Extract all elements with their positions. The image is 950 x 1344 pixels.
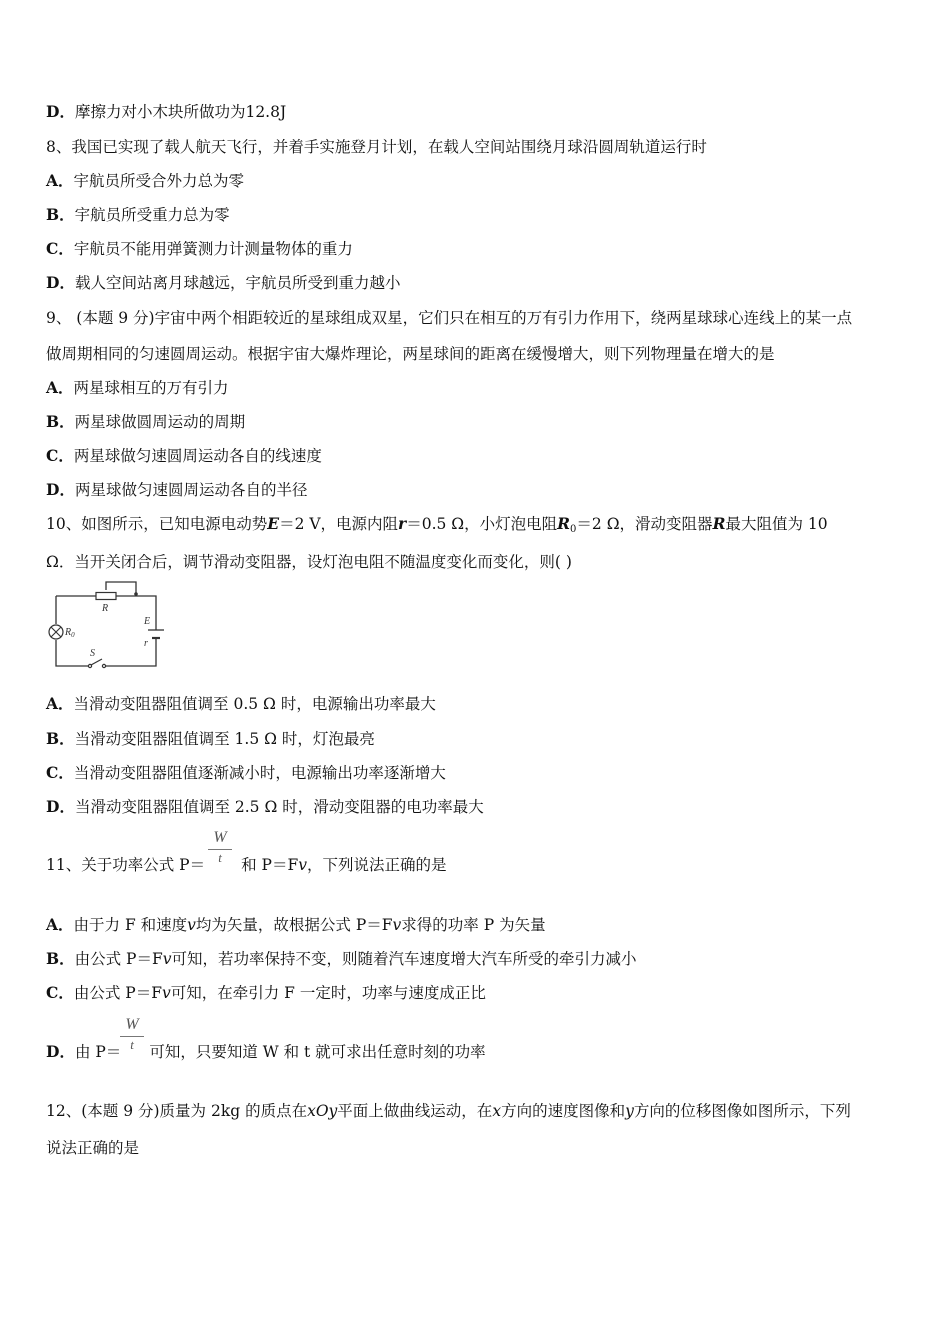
bulb-resistance-symbol: R	[557, 514, 571, 533]
velocity-symbol: v	[298, 856, 307, 874]
q10-option-b	[46, 729, 375, 749]
q9-option-d	[46, 480, 307, 500]
fraction-denominator: t	[218, 850, 222, 865]
plane-symbol: xOy	[307, 1102, 338, 1120]
option-label: D．	[46, 273, 75, 292]
velocity-symbol: v	[187, 916, 196, 934]
q10-stem-line1	[46, 514, 828, 540]
q11-option-d	[46, 1042, 486, 1062]
option-label: C．	[46, 983, 74, 1002]
option-text: 宇航员所受合外力总为零	[73, 172, 245, 190]
rheostat	[96, 593, 116, 600]
option-label: D．	[46, 1042, 75, 1061]
q9-option-c	[46, 446, 322, 466]
q11-mid: 和 P＝F	[241, 856, 299, 874]
option-label: B．	[46, 205, 75, 224]
rheostat-symbol: R	[712, 514, 726, 533]
q11-suffix: ，下列说法正确的是	[306, 856, 447, 874]
q12-text: 方向的位移图像如图所示，下列	[633, 1102, 851, 1120]
option-text: 宇航员不能用弹簧测力计测量物体的重力	[73, 240, 353, 258]
q10-option-d	[46, 797, 484, 817]
option-label: D．	[46, 102, 75, 121]
q12-text: 平面上做曲线运动，在	[337, 1102, 493, 1120]
rheostat-label: R	[102, 603, 109, 614]
rheostat-slider-contact	[134, 592, 138, 596]
option-text: 两星球做匀速圆周运动各自的半径	[74, 481, 308, 499]
option-text: 当滑动变阻器阻值调至 0.5 Ω 时，电源输出功率最大	[73, 695, 436, 713]
option-text: 两星球做圆周运动的周期	[74, 413, 246, 431]
bulb-resistance-subscript: 0	[570, 524, 577, 535]
option-text: 均为矢量，故根据公式 P＝F	[195, 916, 393, 934]
option-label: B．	[46, 729, 75, 748]
emf-symbol: E	[267, 514, 280, 533]
emf-label: E	[144, 616, 151, 627]
lamp-label-subscript: 0	[71, 631, 75, 639]
q10-option-a	[46, 694, 436, 714]
q8-option-a	[46, 171, 244, 191]
option-text: 摩擦力对小木块所做功为12.8J	[74, 103, 287, 121]
option-label: A．	[46, 694, 74, 713]
internal-resistance-label: r	[144, 638, 148, 649]
switch-label: S	[90, 648, 95, 659]
q9-option-a	[46, 378, 229, 398]
q11-option-b	[46, 949, 637, 969]
option-text: 由公式 P＝F	[74, 950, 163, 968]
q12-stem-line1	[46, 1101, 851, 1121]
option-text: 两星球相互的万有引力	[73, 379, 229, 397]
q8-stem: 8、我国已实现了载人航天飞行，并着手实施登月计划，在载人空间站围绕月球沿圆周轨道运行时	[46, 138, 707, 156]
q11-stem	[46, 855, 447, 875]
velocity-symbol: v	[162, 950, 172, 968]
q12-stem-line2: 说法正确的是	[46, 1139, 140, 1157]
q11-option-a	[46, 915, 546, 935]
q8-option-b	[46, 205, 230, 225]
q11-option-c	[46, 983, 486, 1003]
x-symbol: x	[492, 1102, 502, 1120]
option-text: 由 P＝	[74, 1043, 122, 1061]
option-text: 宇航员所受重力总为零	[74, 206, 230, 224]
switch	[88, 659, 105, 668]
battery	[148, 630, 164, 638]
fraction-numerator: W	[213, 829, 227, 846]
option-label: A．	[46, 171, 74, 190]
option-text: 由于力 F 和速度	[73, 916, 188, 934]
q12-text: 方向的速度图像和	[501, 1102, 626, 1120]
q8-option-c	[46, 239, 353, 259]
bulb-resistance-value: ＝2 Ω，滑动变阻器	[576, 515, 713, 533]
option-text: 当滑动变阻器阻值逐渐减小时，电源输出功率逐渐增大	[73, 764, 446, 782]
lamp-label-symbol: R	[65, 627, 72, 638]
q11-prefix: 11、关于功率公式 P＝	[46, 856, 206, 874]
internal-resistance-symbol: r	[398, 514, 407, 533]
option-label: B．	[46, 949, 75, 968]
option-label: C．	[46, 446, 74, 465]
q10-prefix: 10、如图所示，已知电源电动势	[46, 515, 268, 533]
option-label: B．	[46, 412, 75, 431]
q9-stem-line1: 9、 (本题 9 分)宇宙中两个相距较近的星球组成双星，它们只在相互的万有引力作用下，绕两星球球心连线上的某一点	[46, 309, 853, 327]
option-text: 由公式 P＝F	[73, 984, 162, 1002]
option-text: 两星球做匀速圆周运动各自的线速度	[73, 447, 322, 465]
q7-option-d	[46, 102, 286, 122]
rheostat-value: 最大阻值为 10	[725, 515, 828, 533]
option-text: 可知，在牵引力 F 一定时，功率与速度成正比	[170, 984, 486, 1002]
option-text: 载人空间站离月球越远，宇航员所受到重力越小	[74, 274, 401, 292]
fraction-denominator: t	[130, 1037, 134, 1052]
option-label: D．	[46, 797, 75, 816]
q12-text: 12、(本题 9 分)质量为 2kg 的质点在	[46, 1102, 308, 1120]
internal-resistance-value: ＝0.5 Ω，小灯泡电阻	[406, 515, 558, 533]
q9-stem-line2: 做周期相同的匀速圆周运动。根据宇宙大爆炸理论，两星球间的距离在缓慢增大，则下列物理量在增大的是	[46, 345, 775, 363]
velocity-symbol: v	[392, 916, 402, 934]
q8-option-d	[46, 273, 400, 293]
velocity-symbol: v	[161, 984, 171, 1002]
emf-value: ＝2 V，电源内阻	[279, 515, 399, 533]
option-text: 当滑动变阻器阻值调至 1.5 Ω 时，灯泡最亮	[74, 730, 375, 748]
q9-option-b	[46, 412, 245, 432]
lamp-label	[64, 627, 75, 639]
y-symbol: y	[625, 1102, 634, 1120]
option-label: C．	[46, 239, 74, 258]
fraction-numerator: W	[125, 1016, 139, 1033]
option-text: 可知，只要知道 W 和 t 就可求出任意时刻的功率	[149, 1043, 486, 1061]
option-text: 当滑动变阻器阻值调至 2.5 Ω 时，滑动变阻器的电功率最大	[74, 798, 484, 816]
q10-option-c	[46, 763, 446, 783]
option-label: D．	[46, 480, 75, 499]
option-label: A．	[46, 378, 74, 397]
option-text: 求得的功率 P 为矢量	[401, 916, 546, 934]
circuit-diagram	[44, 578, 166, 670]
option-label: C．	[46, 763, 74, 782]
option-label: A．	[46, 915, 74, 934]
q10-stem-line2: Ω．当开关闭合后，调节滑动变阻器，设灯泡电阻不随温度变化而变化，则( )	[46, 553, 572, 571]
option-text: 可知，若功率保持不变，则随着汽车速度增大汽车所受的牵引力减小	[171, 950, 637, 968]
